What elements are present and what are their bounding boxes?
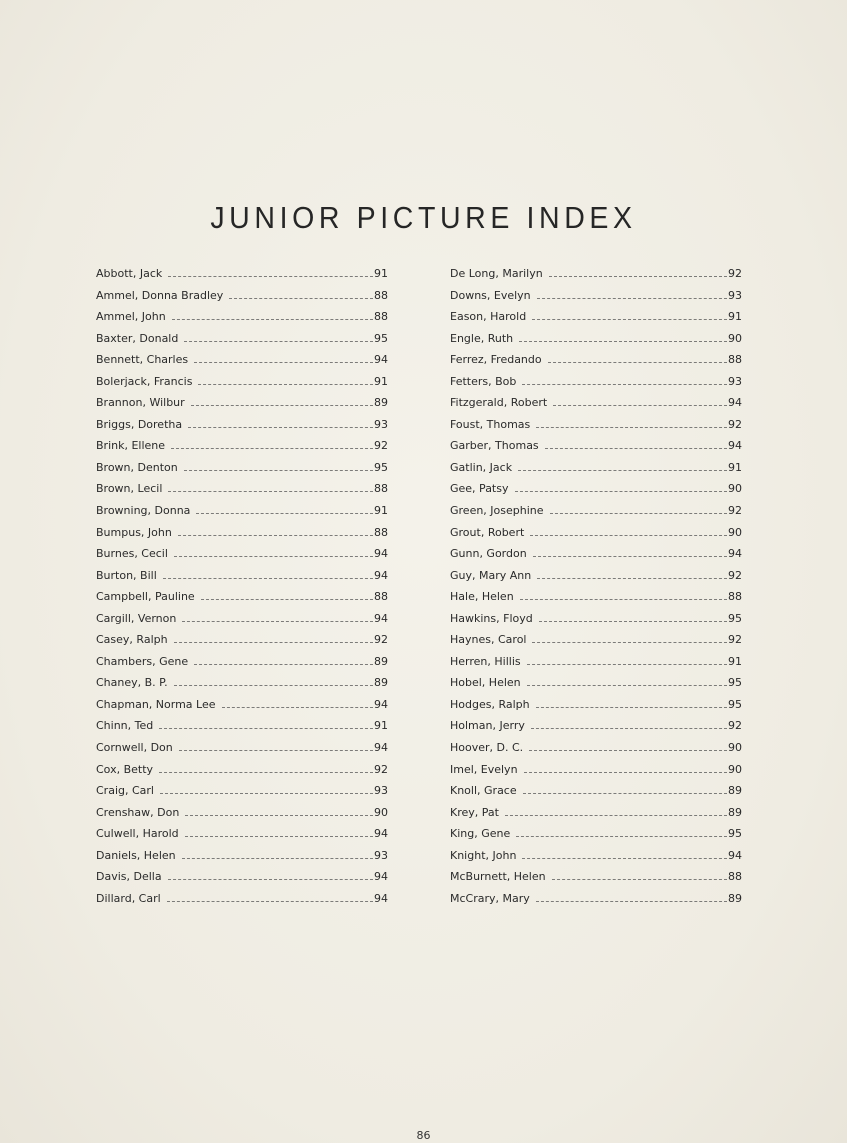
index-entry [450,849,742,871]
dotted-leader [536,900,727,902]
entry-page-number: 88 [374,482,388,496]
index-entry [450,612,742,634]
index-entry [450,827,742,849]
entry-page-number: 91 [374,504,388,518]
entry-page-number: 92 [728,633,742,647]
dotted-leader [191,404,373,406]
dotted-leader [515,490,728,492]
entry-name: Bolerjack, Francis [96,374,193,388]
dotted-leader [523,792,727,794]
entry-page-number: 90 [374,805,388,819]
index-entry [96,655,388,677]
dotted-leader [533,555,727,557]
dotted-leader [168,878,373,880]
entry-page-number: 93 [374,848,388,862]
entry-page-number: 94 [728,439,742,453]
entry-name: Herren, Hillis [450,654,521,668]
entry-name: Burnes, Cecil [96,547,168,561]
entry-page-number: 88 [374,310,388,324]
dotted-leader [537,297,727,299]
entry-page-number: 95 [374,331,388,345]
entry-page-number: 92 [374,633,388,647]
entry-page-number: 89 [728,805,742,819]
index-entry [450,590,742,612]
entry-name: McCrary, Mary [450,891,530,905]
dotted-leader [550,512,727,514]
entry-page-number: 93 [374,417,388,431]
dotted-leader [536,706,727,708]
dotted-leader [527,663,727,665]
entry-name: Briggs, Doretha [96,417,183,431]
entry-page-number: 93 [728,374,742,388]
entry-page-number: 88 [728,590,742,604]
index-entry [96,763,388,785]
entry-page-number: 94 [374,353,388,367]
index-entry [96,504,388,526]
dotted-leader [184,340,373,342]
index-entry [450,396,742,418]
dotted-leader [529,749,727,751]
dotted-leader [552,878,727,880]
entry-page-number: 90 [728,741,742,755]
dotted-leader [520,598,727,600]
entry-name: Garber, Thomas [450,439,539,453]
index-entry [96,569,388,591]
entry-name: Hale, Helen [450,590,514,604]
entry-page-number: 90 [728,482,742,496]
index-entry [450,504,742,526]
dotted-leader [553,404,727,406]
index-entry [96,289,388,311]
dotted-leader [159,771,373,773]
index-entry [96,267,388,289]
entry-name: Holman, Jerry [450,719,525,733]
index-entry [96,526,388,548]
entry-name: Browning, Donna [96,504,191,518]
entry-name: Imel, Evelyn [450,762,518,776]
entry-name: Haynes, Carol [450,633,527,647]
entry-name: Gee, Patsy [450,482,509,496]
entry-page-number: 95 [728,611,742,625]
entry-name: Cargill, Vernon [96,611,177,625]
index-entry [450,655,742,677]
dotted-leader [168,275,373,277]
index-entry [450,482,742,504]
entry-name: Bennett, Charles [96,353,189,367]
entry-name: Gatlin, Jack [450,460,513,474]
dotted-leader [188,426,373,428]
dotted-leader [184,469,373,471]
entry-page-number: 93 [728,288,742,302]
entry-name: Campbell, Pauline [96,590,195,604]
index-entry [450,633,742,655]
entry-page-number: 89 [374,654,388,668]
dotted-leader [545,447,727,449]
index-entry [450,870,742,892]
entry-name: Chambers, Gene [96,654,189,668]
entry-name: Eason, Harold [450,310,527,324]
index-entry [96,590,388,612]
index-entry [96,892,388,914]
index-entry [96,741,388,763]
index-entry [450,332,742,354]
page-number: 86 [416,1129,431,1142]
dotted-leader [531,727,727,729]
dotted-leader [532,318,727,320]
index-entry [450,461,742,483]
dotted-leader [518,469,727,471]
index-entry [96,784,388,806]
dotted-leader [182,857,373,859]
dotted-leader [530,534,727,536]
dotted-leader [536,426,727,428]
entry-page-number: 92 [728,504,742,518]
entry-page-number: 95 [728,676,742,690]
dotted-leader [522,383,727,385]
index-entry [450,741,742,763]
index-entry [96,461,388,483]
entry-page-number: 90 [728,331,742,345]
entry-name: Dillard, Carl [96,891,161,905]
entry-page-number: 88 [728,353,742,367]
dotted-leader [167,900,373,902]
index-entry [450,784,742,806]
dotted-leader [532,641,727,643]
entry-name: Abbott, Jack [96,267,163,280]
index-entry [450,375,742,397]
entry-name: Culwell, Harold [96,827,179,841]
entry-name: Foust, Thomas [450,417,531,431]
dotted-leader [222,706,373,708]
dotted-leader [163,577,373,579]
dotted-leader [174,555,373,557]
entry-page-number: 94 [374,741,388,755]
entry-name: Craig, Carl [96,784,154,798]
index-entry [96,849,388,871]
dotted-leader [196,512,373,514]
entry-name: Baxter, Donald [96,331,179,345]
dotted-leader [172,318,373,320]
entry-page-number: 91 [728,654,742,668]
entry-name: Chinn, Ted [96,719,154,733]
dotted-leader [198,383,373,385]
entry-name: Cox, Betty [96,762,154,776]
entry-name: Ammel, John [96,310,166,324]
entry-page-number: 92 [728,417,742,431]
entry-page-number: 92 [728,267,742,280]
index-entry [96,612,388,634]
index-entry [96,396,388,418]
index-entry [96,719,388,741]
entry-name: Knoll, Grace [450,784,517,798]
entry-page-number: 91 [374,374,388,388]
index-entry [96,439,388,461]
dotted-leader [194,663,373,665]
index-entry [450,569,742,591]
entry-page-number: 89 [374,396,388,410]
index-entry [96,676,388,698]
entry-page-number: 95 [728,697,742,711]
dotted-leader [524,771,727,773]
index-entry [450,289,742,311]
index-entry [450,763,742,785]
index-entry [450,547,742,569]
entry-page-number: 91 [374,267,388,280]
entry-name: Hobel, Helen [450,676,521,690]
index-entry [96,375,388,397]
entry-page-number: 88 [374,288,388,302]
dotted-leader [174,684,373,686]
dotted-leader [522,857,727,859]
index-entry [96,547,388,569]
entry-name: McBurnett, Helen [450,870,546,884]
entry-name: Brink, Ellene [96,439,166,453]
entry-name: Davis, Della [96,870,162,884]
dotted-leader [174,641,373,643]
entry-name: Hawkins, Floyd [450,611,533,625]
dotted-leader [194,361,373,363]
index-entry [450,267,742,289]
index-entry [96,870,388,892]
entry-page-number: 92 [728,568,742,582]
entry-page-number: 92 [728,719,742,733]
index-entry [450,439,742,461]
index-entry [96,353,388,375]
entry-name: Grout, Robert [450,525,525,539]
dotted-leader [159,727,373,729]
dotted-leader [185,814,373,816]
entry-name: Hoover, D. C. [450,741,524,755]
dotted-leader [505,814,727,816]
entry-page-number: 95 [374,460,388,474]
entry-name: Brown, Lecil [96,482,163,496]
entry-page-number: 88 [728,870,742,884]
entry-page-number: 94 [728,848,742,862]
dotted-leader [229,297,373,299]
entry-page-number: 89 [728,784,742,798]
entry-name: Cornwell, Don [96,741,173,755]
entry-page-number: 94 [374,827,388,841]
entry-page-number: 91 [728,460,742,474]
entry-page-number: 90 [728,762,742,776]
entry-name: Guy, Mary Ann [450,568,532,582]
dotted-leader [160,792,373,794]
dotted-leader [549,275,727,277]
index-entry [96,482,388,504]
index-entry [96,806,388,828]
entry-name: Daniels, Helen [96,848,176,862]
entry-page-number: 94 [728,396,742,410]
index-entry [450,719,742,741]
dotted-leader [539,620,727,622]
page-title: JUNIOR PICTURE INDEX [210,200,637,235]
index-column-right [450,267,742,913]
entry-name: Fitzgerald, Robert [450,396,548,410]
entry-name: Ammel, Donna Bradley [96,288,224,302]
entry-name: Engle, Ruth [450,331,514,345]
entry-name: Ferrez, Fredando [450,353,542,367]
index-entry [450,806,742,828]
entry-page-number: 94 [374,870,388,884]
entry-name: Krey, Pat [450,805,499,819]
dotted-leader [168,490,373,492]
entry-name: Knight, John [450,848,517,862]
entry-name: Chapman, Norma Lee [96,697,216,711]
index-entry [450,526,742,548]
entry-name: King, Gene [450,827,511,841]
dotted-leader [178,534,373,536]
entry-name: Brown, Denton [96,460,178,474]
dotted-leader [527,684,727,686]
entry-page-number: 94 [374,547,388,561]
entry-name: Crenshaw, Don [96,805,180,819]
entry-page-number: 95 [728,827,742,841]
index-entry [96,332,388,354]
dotted-leader [179,749,373,751]
dotted-leader [548,361,727,363]
entry-name: Hodges, Ralph [450,697,530,711]
entry-name: Casey, Ralph [96,633,168,647]
entry-page-number: 94 [374,891,388,905]
entry-name: De Long, Marilyn [450,267,543,280]
dotted-leader [519,340,727,342]
entry-name: Burton, Bill [96,568,157,582]
dotted-leader [171,447,373,449]
dotted-leader [537,577,727,579]
entry-page-number: 93 [374,784,388,798]
dotted-leader [201,598,373,600]
entry-page-number: 92 [374,762,388,776]
entry-page-number: 89 [728,891,742,905]
entry-page-number: 94 [374,568,388,582]
dotted-leader [185,835,373,837]
index-entry [96,633,388,655]
entry-name: Downs, Evelyn [450,288,531,302]
entry-name: Brannon, Wilbur [96,396,185,410]
index-entry [450,418,742,440]
index-entry [96,827,388,849]
entry-page-number: 88 [374,525,388,539]
index-entry [96,310,388,332]
entry-page-number: 90 [728,525,742,539]
index-entry [450,353,742,375]
dotted-leader [516,835,727,837]
entry-name: Chaney, B. P. [96,676,168,690]
entry-page-number: 94 [728,547,742,561]
index-entry [450,698,742,720]
index-entry [450,676,742,698]
index-entry [96,418,388,440]
index-entry [450,892,742,914]
entry-page-number: 94 [374,611,388,625]
index-column-left [96,267,388,913]
entry-page-number: 91 [374,719,388,733]
entry-page-number: 89 [374,676,388,690]
entry-page-number: 91 [728,310,742,324]
entry-name: Bumpus, John [96,525,172,539]
entry-page-number: 94 [374,697,388,711]
entry-page-number: 92 [374,439,388,453]
dotted-leader [182,620,373,622]
index-entry [450,310,742,332]
entry-name: Green, Josephine [450,504,544,518]
entry-name: Gunn, Gordon [450,547,527,561]
index-entry [96,698,388,720]
entry-page-number: 88 [374,590,388,604]
entry-name: Fetters, Bob [450,374,517,388]
